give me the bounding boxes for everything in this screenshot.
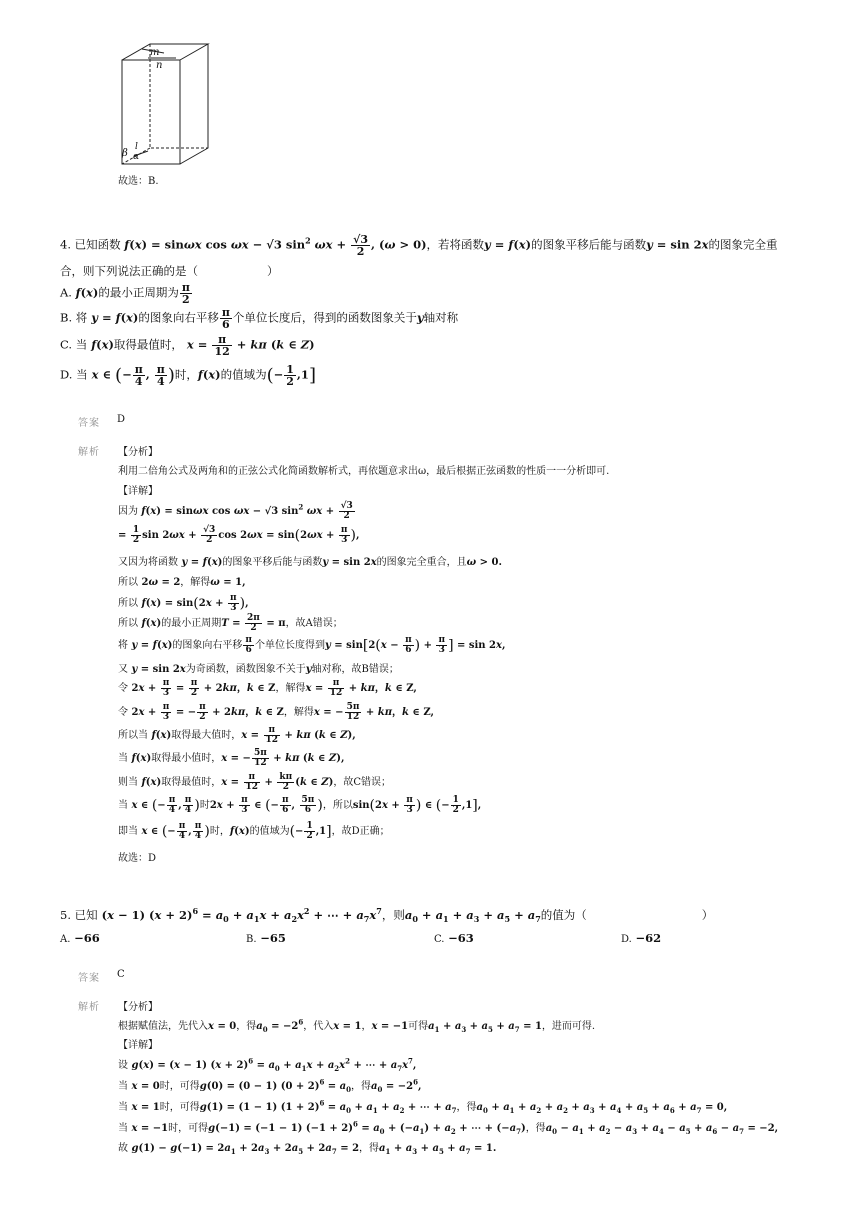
q5-xiangjie: 【详解】 bbox=[118, 1040, 158, 1051]
q4-option-c: C. 当 f(x)取得最值时， x = $\frac{\pi}{12}$ + kπ (k ∈ Z) bbox=[60, 333, 315, 358]
q5-sol-line4: 当 x = −1时，可得g(−1) = (−1 − 1) $(-1 + 2)^6 = a_0 + (-a_1) + a_2$ + ⋯ + $(-a_7)$，得$a_0 - a_1 + a_2 - a_3 + a_4 - a_5 + a_6 - a_7 = -2$, bbox=[118, 1119, 779, 1136]
q5-fenxi: 【分析】 bbox=[118, 1002, 158, 1013]
q4-sol-line12: 当 f(x)取得最小值时，x = − $\frac{5\pi}{12}$ + kπ (k ∈ Z), bbox=[118, 748, 345, 768]
q5-option-b: B. −65 bbox=[246, 931, 286, 945]
label-alpha: α bbox=[133, 152, 140, 162]
label-n: n bbox=[156, 60, 163, 71]
q4-sol-line16: 故选：D bbox=[118, 853, 157, 864]
q4-function-def: f bbox=[124, 237, 130, 252]
q4-sol-line10: 令 2x + $\frac{\pi}{3}$ = − $\frac{\pi}{2}$ + 2kπ，k ∈ Z，解得x = − $\frac{5\pi}{12}$ + kπ，k ∈ Z, bbox=[118, 702, 434, 722]
q4-sol-line5: 所以 f(x) = sin(2x + $\frac{\pi}{3}$ ), bbox=[118, 593, 249, 613]
label-l: l bbox=[135, 142, 138, 152]
q5-option-d: D. −62 bbox=[621, 931, 662, 945]
q4-sol-line15: 即当 x ∈ (− $\frac{\pi}{4}$ , $\frac{\pi}{4}$ )时，f(x)的值域为(− $\frac{1}{2}$ ,1]，故D正确； bbox=[118, 821, 390, 841]
q4-number: 4. bbox=[60, 237, 71, 252]
q5-stem: 5. 已知 (x − 1) $(x + 2)^6 = a_0 + a_1x + a_2x^2$ + ⋯ + $a_7x^7$，则$a_0 + a_1 + a_3 + a_5 + a_7$的值为（ ） bbox=[60, 906, 714, 925]
q4-xiangjie: 【详解】 bbox=[118, 486, 158, 497]
q5-fenxi-text: 根据赋值法，先代入x = 0，得$a_0 = -2^6$，代入x = 1，x = −1可得$a_1 + a_3 + a_5 + a_7 = 1$，进而可得. bbox=[118, 1017, 596, 1034]
q5-analysis-label: 解析 bbox=[78, 1002, 100, 1013]
q4-sol-line8: 又 y = sin 2x为奇函数，函数图象不关于y轴对称，故B错误； bbox=[118, 664, 399, 675]
q5-sol-line5: 故 $g(1) - g(-1) = 2a_1 + 2a_3 + 2a_5 + 2a_7 = 2$，得$a_1 + a_3 + a_5 + a_7 = 1$. bbox=[118, 1143, 497, 1156]
q5-option-c: C. −63 bbox=[434, 931, 474, 945]
q4-option-a: A. f(x)的最小正周期为 $\frac{\pi}{2}$ bbox=[60, 281, 190, 306]
prism-right-face bbox=[180, 44, 208, 164]
q4-sol-line1: 因为 f(x) = sinωx cos ωx − √3 $\sin^2 \omega x$ + $\frac{√3}{2}$ bbox=[118, 501, 353, 521]
q4-sol-line11: 所以当 f(x)取得最大值时，x = $\frac{\pi}{12}$ + kπ (k ∈ Z), bbox=[118, 725, 356, 745]
q4-option-b: B. 将 y = f(x)的图象向右平移 $\frac{\pi}{6}$ 个单位长度后，得到的函数图象关于y轴对称 bbox=[60, 306, 459, 331]
q4-answer-label: 答案 bbox=[78, 418, 100, 429]
q4-stem-line1: 4. 已知函数 f(x) = sinωx cos ωx − √3 $\sin^2 \omega x$ + $\frac{√3}{2}$ , (ω > 0)，若将函数y = f(x)的图象平移后能与函数y = sin 2x的图象完全重 bbox=[60, 233, 778, 258]
q5-option-a: A. −66 bbox=[60, 931, 100, 945]
q5-answer: C bbox=[117, 969, 125, 980]
q4-sol-line9: 令 2x + $\frac{\pi}{3}$ = $\frac{\pi}{2}$ + 2kπ，k ∈ Z，解得x = $\frac{\pi}{12}$ + kπ，k ∈ Z, bbox=[118, 678, 417, 698]
q4-sol-line2: = $\frac{1}{2}$ sin 2ωx + $\frac{√3}{2}$ cos 2ωx = sin(2ωx + $\frac{\pi}{3}$ ), bbox=[118, 525, 360, 545]
q4-sol-line4: 所以 2ω = 2，解得ω = 1, bbox=[118, 577, 246, 588]
q4-option-d: D. 当 x ∈ (− $\frac{\pi}{4}$ , $\frac{\pi}{4}$ )时，f(x)的值域为(− $\frac{1}{2}$ ,1] bbox=[60, 363, 316, 388]
q5-number: 5. bbox=[60, 907, 71, 922]
label-beta: β bbox=[122, 148, 128, 159]
q4-sol-line7: 将 y = f(x)的图象向右平移 $\frac{\pi}{6}$ 个单位长度得到y = sin[2(x − $\frac{\pi}{6}$ ) + $\frac{\pi}{3}$ ] = sin 2x, bbox=[118, 635, 506, 655]
q4-sol-line3: 又因为将函数 y = f(x)的图象平移后能与函数y = sin 2x的图象完全重合，且ω > 0. bbox=[118, 557, 502, 568]
q5-sol-line1: 设 g(x) = (x − 1) $(x + 2)^6 = a_0 + a_1x + a_2x^2$ + ⋯ + $a_7x^7$, bbox=[118, 1056, 417, 1073]
q4-fenxi: 【分析】 bbox=[118, 447, 158, 458]
q5-sol-line3: 当 x = 1时，可得g(1) = (1 − 1) $(1 + 2)^6 = a_0 + a_1 + a_2$ + ⋯ + $a_7$，得$a_0 + a_1 + a_2 + a_2 + a_3 + a_4 + a_5 + a_6 + a_7 = 0$, bbox=[118, 1098, 728, 1115]
q4-sol-line6: 所以 f(x)的最小正周期T = $\frac{2\pi}{2}$ = π，故A错误； bbox=[118, 613, 343, 633]
q4-analysis-label: 解析 bbox=[78, 447, 100, 458]
q4-answer: D bbox=[117, 414, 126, 425]
q4-fenxi-text: 利用二倍角公式及两角和的正弦公式化简函数解析式，再依题意求出ω，最后根据正弦函数的性质一一分析即可. bbox=[118, 466, 610, 477]
prev-answer: 故选：B. bbox=[118, 176, 159, 187]
q5-sol-line2: 当 x = 0时，可得g(0) = (0 − 1) $(0 + 2)^6 = a_0$，得$a_0 = -2^6$, bbox=[118, 1077, 422, 1094]
q4-stem-line2: 合，则下列说法正确的是（ ） bbox=[60, 264, 279, 278]
q4-sol-line13: 则当 f(x)取得最值时，x = $\frac{\pi}{12}$ + $\frac{k\pi}{2}$ (k ∈ Z)，故C错误； bbox=[118, 772, 391, 792]
q4-sol-line14: 当 x ∈ (− $\frac{\pi}{4}$ , $\frac{\pi}{4}$ )时2x + $\frac{\pi}{3}$ ∈ (− $\frac{\pi}{6}$ , $\frac{5\pi}{6}$ )，所以sin(2x + $\frac{\pi}{3}$ ) ∈ (− $\frac{1}{2}$ ,1], bbox=[118, 795, 482, 815]
label-m: m bbox=[150, 47, 160, 58]
q5-answer-label: 答案 bbox=[78, 973, 100, 984]
